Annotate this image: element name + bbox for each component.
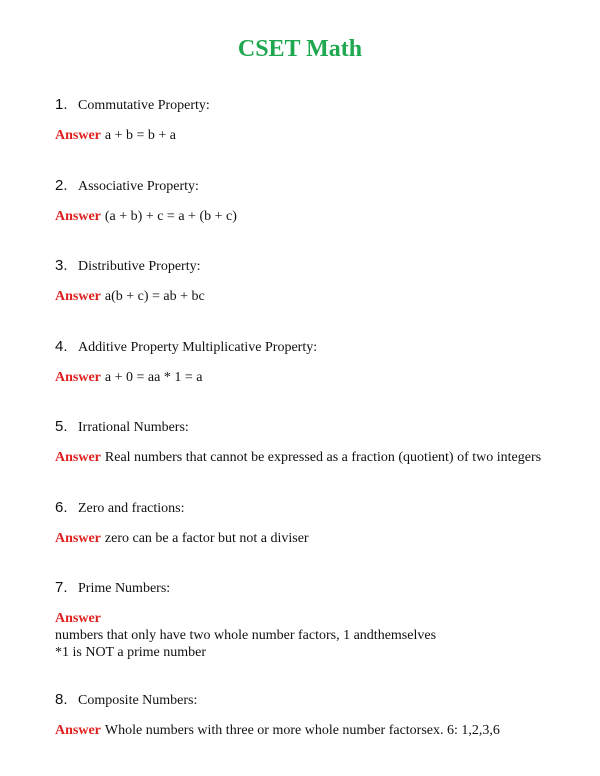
answer-label: Answer [55, 723, 101, 738]
answer-text: a(b + c) = ab + bc [104, 289, 205, 304]
answer-label: Answer [55, 370, 101, 385]
question-line [55, 498, 575, 518]
question-number: 2. [55, 177, 68, 194]
question-line [55, 578, 575, 598]
question-line [55, 256, 575, 276]
answer-label: Answer [55, 289, 101, 304]
question-line [55, 417, 575, 437]
answer-text-line: numbers that only have two whole number factors, 1 andthemselves [55, 628, 437, 643]
question-text: Composite Numbers: [78, 693, 198, 708]
answer-text: a + b = b + a [104, 128, 177, 143]
question-text: Distributive Property: [78, 259, 201, 274]
answer-block [55, 610, 436, 661]
question-line [55, 690, 575, 710]
question-number: 4. [55, 338, 68, 355]
answer-text-line: *1 is NOT a prime number [55, 645, 206, 660]
question-text: Associative Property: [78, 179, 199, 194]
question-text: Prime Numbers: [78, 581, 171, 596]
answer-label: Answer [55, 611, 101, 626]
answer-line [55, 208, 237, 225]
answer-line [55, 449, 541, 466]
answer-label: Answer [55, 450, 101, 465]
qa-item-6 [55, 498, 575, 546]
answer-label: Answer [55, 531, 101, 546]
answer-line [55, 530, 309, 547]
answer-label: Answer [55, 128, 101, 143]
answer-text: Real numbers that cannot be expressed as a fraction (quotient) of two integers [104, 450, 542, 465]
question-number: 8. [55, 691, 68, 708]
document-title: CSET Math [237, 36, 363, 62]
answer-text: a + 0 = aa * 1 = a [104, 370, 203, 385]
qa-item-2 [55, 176, 575, 224]
qa-item-7 [55, 578, 575, 660]
question-number: 7. [55, 579, 68, 596]
qa-item-5 [55, 417, 575, 465]
answer-line [55, 722, 500, 739]
answer-text: zero can be a factor but not a diviser [104, 531, 309, 546]
question-number: 1. [55, 96, 68, 113]
qa-item-1 [55, 95, 575, 143]
answer-line [55, 288, 205, 305]
answer-text: (a + b) + c = a + (b + c) [104, 209, 237, 224]
qa-item-3 [55, 256, 575, 304]
answer-text: Whole numbers with three or more whole number factorsex. 6: 1,2,3,6 [104, 723, 500, 738]
qa-item-8 [55, 690, 575, 738]
question-text: Irrational Numbers: [78, 420, 189, 435]
question-text: Commutative Property: [78, 98, 210, 113]
answer-line [55, 369, 202, 386]
qa-item-4 [55, 337, 575, 385]
answer-label: Answer [55, 209, 101, 224]
question-number: 5. [55, 418, 68, 435]
question-line [55, 337, 575, 357]
answer-line [55, 127, 176, 144]
question-text: Additive Property Multiplicative Property: [78, 340, 318, 355]
question-line [55, 176, 575, 196]
question-line [55, 95, 575, 115]
question-number: 3. [55, 257, 68, 274]
question-text: Zero and fractions: [78, 501, 185, 516]
question-number: 6. [55, 499, 68, 516]
